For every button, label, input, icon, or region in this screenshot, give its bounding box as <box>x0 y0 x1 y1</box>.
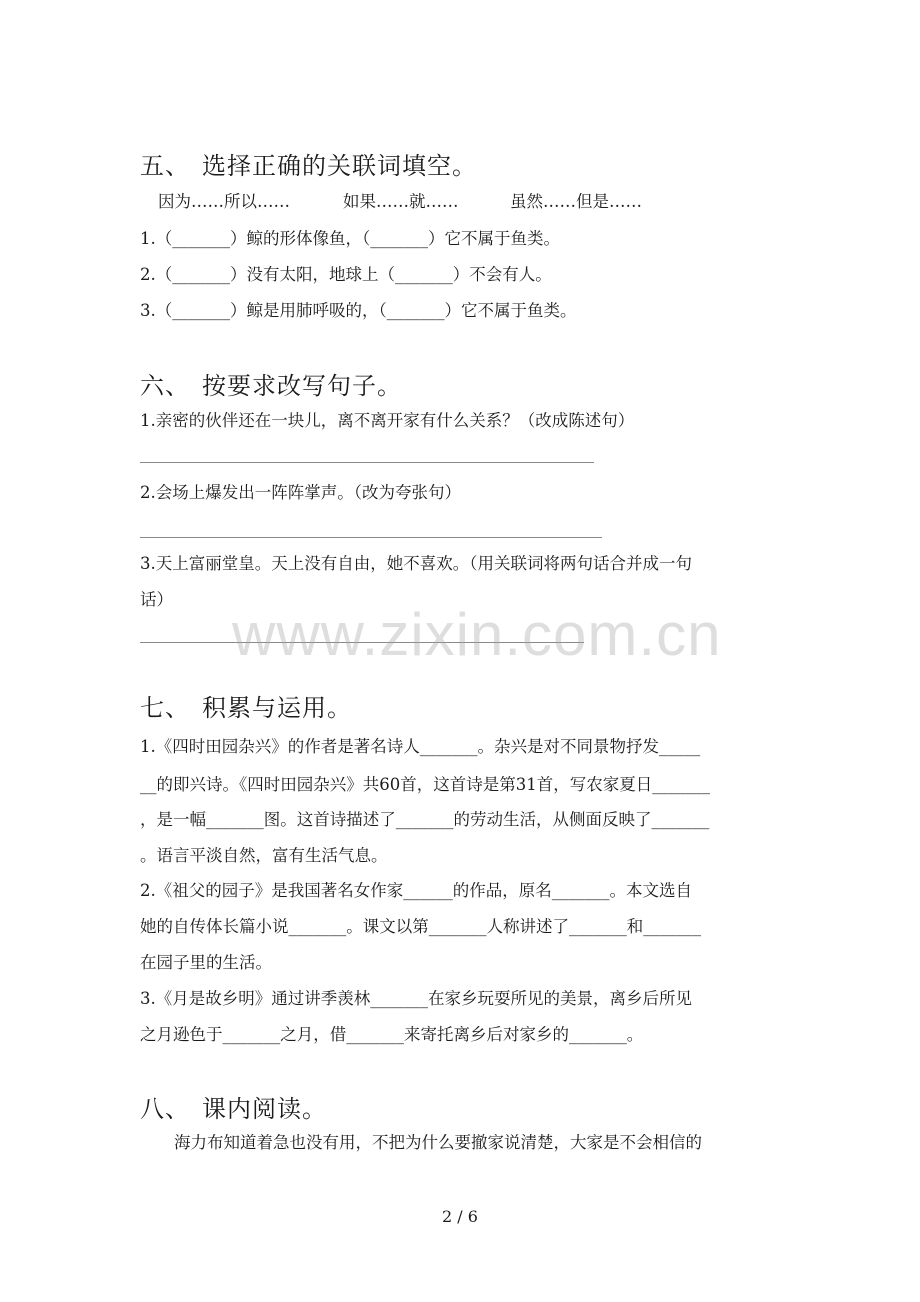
sec7-line-5: 2.《祖父的园子》是我国著名女作家______的作品，原名_______。本文选自 <box>140 881 692 900</box>
sec6-question-2: 2.会场上爆发出一阵阵掌声。（改为夸张句） <box>140 483 461 502</box>
section-5-number: 五、 <box>140 152 190 180</box>
section-5-heading: 选择正确的关联词填空。 <box>202 152 477 180</box>
conjunction-option-3: 虽然……但是…… <box>510 192 642 211</box>
section-5-title <box>140 146 477 181</box>
section-7-number: 七、 <box>140 694 190 722</box>
section-7-title <box>140 688 352 723</box>
sec7-line-1: 1.《四时田园杂兴》的作者是著名诗人_______。杂兴是对不同景物抒发_____ <box>140 737 701 756</box>
sec5-question-2: 2.（_______）没有太阳，地球上（_______）不会有人。 <box>140 265 552 284</box>
section-8-heading: 课内阅读。 <box>202 1095 327 1123</box>
section-6-heading: 按要求改写句子。 <box>202 372 402 400</box>
sec7-line-9: 之月逊色于_______之月，借_______来寄托离乡后对家乡的_______。 <box>140 1025 644 1044</box>
sec7-line-8: 3.《月是故乡明》通过讲季羡林_______在家乡玩耍所见的美景，离乡后所见 <box>140 989 692 1008</box>
sec6-question-3-line-2: 话） <box>140 590 173 609</box>
sec7-line-7: 在园子里的生活。 <box>140 953 272 972</box>
page-number: 2 / 6 <box>442 1207 478 1226</box>
sec5-question-3: 3.（_______）鲸是用肺呼吸的，（_______）它不属于鱼类。 <box>140 301 577 320</box>
section-7-heading: 积累与运用。 <box>202 694 352 722</box>
conjunction-option-2: 如果……就…… <box>343 192 459 211</box>
sec7-line-3: ，是一幅_______图。这首诗描述了_______的劳动生活，从侧面反映了_______ <box>140 810 710 829</box>
sec7-line-2: __的即兴诗。《四时田园杂兴》共60首，这首诗是第31首，写农家夏日_______ <box>140 775 710 794</box>
sec6-question-3-line-1: 3.天上富丽堂皇。天上没有自由，她不喜欢。（用关联词将两句话合并成一句 <box>140 554 692 573</box>
conjunction-options <box>158 192 642 212</box>
watermark: www.zixin.com.cn <box>232 601 722 668</box>
answer-line-2[interactable] <box>140 537 602 538</box>
section-8-number: 八、 <box>140 1095 190 1123</box>
answer-line-3[interactable] <box>140 642 584 643</box>
section-8-title <box>140 1089 327 1124</box>
sec7-line-6: 她的自传体长篇小说_______。课文以第_______人称讲述了_______和_______ <box>140 917 701 936</box>
sec6-question-1: 1.亲密的伙伴还在一块儿，离不离开家有什么关系？（改成陈述句） <box>140 411 635 430</box>
conjunction-option-1: 因为……所以…… <box>158 192 290 211</box>
sec5-question-1: 1.（_______）鲸的形体像鱼，（_______）它不属于鱼类。 <box>140 229 560 248</box>
section-6-title <box>140 366 402 401</box>
sec7-line-4: 。语言平淡自然，富有生活气息。 <box>140 846 388 865</box>
answer-line-1[interactable] <box>140 462 594 463</box>
reading-paragraph: 海力布知道着急也没有用，不把为什么要撤家说清楚，大家是不会相信的 <box>174 1133 702 1152</box>
section-6-number: 六、 <box>140 372 190 400</box>
